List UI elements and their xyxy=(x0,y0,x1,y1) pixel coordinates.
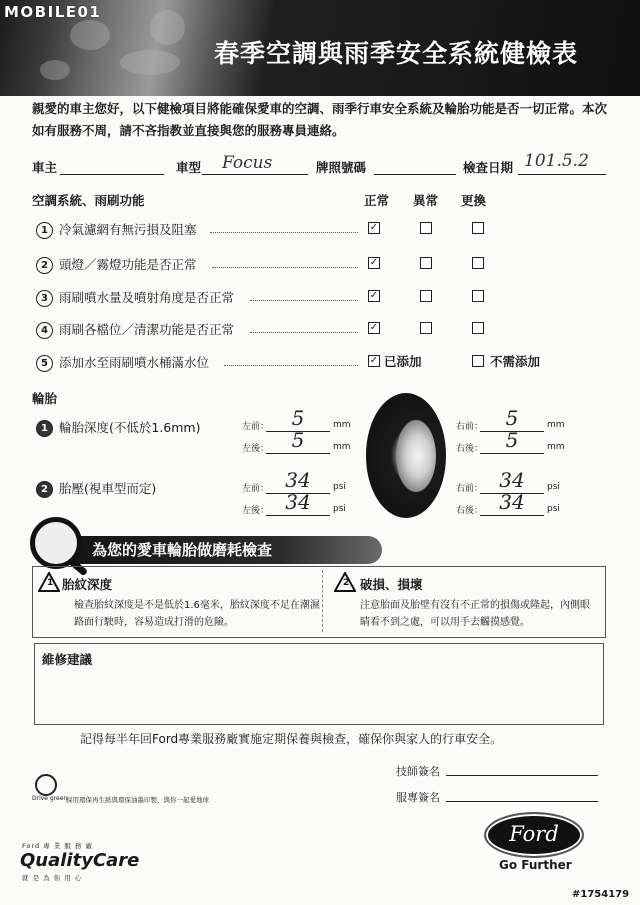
checkbox-added[interactable]: ✓ xyxy=(369,355,379,366)
rear-left-label: 左後： xyxy=(242,506,270,516)
item-text: 雨刷噴水量及噴射角度是否正常 xyxy=(59,290,235,305)
front-right-label: 右前： xyxy=(456,484,484,494)
site-logo: MOBILE01 xyxy=(4,3,102,21)
checkbox-replace[interactable] xyxy=(472,257,484,269)
rear-left-label: 左後： xyxy=(242,444,270,454)
tech-signature-label: 技師簽名 xyxy=(396,765,440,778)
wear-check-banner: 為您的愛車輪胎做磨耗檢查 xyxy=(42,536,382,564)
unit-mm: mm xyxy=(333,420,351,430)
leader-dots xyxy=(250,300,358,301)
tire-pressure-label: 2 胎壓(視車型而定) xyxy=(36,479,156,498)
item-text: 頭燈／霧燈功能是否正常 xyxy=(59,257,197,272)
depth-rl-field[interactable] xyxy=(266,453,330,454)
pressure-rr-value: 34 xyxy=(499,490,525,514)
checkbox-replace[interactable] xyxy=(472,222,484,234)
leader-dots xyxy=(224,365,358,366)
tech-signature-field[interactable] xyxy=(446,775,598,776)
col-normal: 正常 xyxy=(364,193,390,208)
checkbox-replace[interactable] xyxy=(472,290,484,302)
depth-rl-value: 5 xyxy=(291,428,305,452)
checkbox-abnormal[interactable] xyxy=(420,257,432,269)
checkbox-abnormal[interactable] xyxy=(420,290,432,302)
service-signature-field[interactable] xyxy=(446,801,598,802)
unit-psi: psi xyxy=(333,482,346,492)
drive-green-icon xyxy=(35,774,57,796)
ford-slogan: Go Further xyxy=(499,858,572,872)
page-title: 春季空調與雨季安全系統健檢表 xyxy=(214,39,579,68)
depth-fl-value: 5 xyxy=(291,406,305,430)
repair-suggestion-box[interactable] xyxy=(34,643,604,725)
checkbox-not-needed[interactable] xyxy=(472,355,484,367)
unit-psi: psi xyxy=(547,504,560,514)
leader-dots xyxy=(210,232,358,233)
front-left-label: 左前： xyxy=(242,422,270,432)
ac-section-title: 空調系統、雨刷功能 xyxy=(32,193,145,208)
intro-text: 親愛的車主您好，以下健檢項目將能確保愛車的空調、雨季行車安全系統及輪胎功能是否一切正常。本次如有服務不周，請不吝指教並直接與您的服務專員連絡。 xyxy=(32,101,608,138)
magnifier-icon xyxy=(30,517,82,569)
checkbox-abnormal[interactable] xyxy=(420,322,432,334)
model-label: 車型 xyxy=(176,160,202,175)
owner-label: 車主 xyxy=(32,160,58,175)
model-field[interactable] xyxy=(202,174,308,175)
watermark-id: #1754179 xyxy=(572,889,630,900)
warning-number: 1 xyxy=(47,578,54,588)
leader-dots xyxy=(212,267,358,268)
plate-field[interactable] xyxy=(374,174,456,175)
date-label: 檢查日期 xyxy=(463,160,514,175)
damage-text: 注意胎面及胎壁有沒有不正常的損傷或隆起，內側眼睛看不到之處，可以用手去觸摸感覺。 xyxy=(360,600,590,628)
depth-rr-value: 5 xyxy=(505,428,519,452)
checkbox-normal[interactable]: ✓ xyxy=(369,222,379,233)
pressure-rr-field[interactable] xyxy=(480,515,544,516)
added-label: 已添加 xyxy=(384,354,422,369)
item-number: 1 xyxy=(36,420,53,437)
item-text: 冷氣濾網有無污損及阻塞 xyxy=(59,222,197,237)
repair-title: 維修建議 xyxy=(42,652,93,667)
tire-rim xyxy=(396,420,436,492)
warning-number: 2 xyxy=(343,578,350,588)
quality-care-logo: QualityCare xyxy=(20,850,140,871)
tread-depth-text: 檢查胎紋深度是不是低於1.6毫米，胎紋深度不足在潮濕路面行駛時，容易造成打滑的危險。 xyxy=(74,600,320,628)
checkbox-normal[interactable]: ✓ xyxy=(369,257,379,268)
quality-care-top: Ford 專 業 服 務 廠 xyxy=(22,842,93,850)
unit-psi: psi xyxy=(547,482,560,492)
pressure-rl-value: 34 xyxy=(285,490,311,514)
depth-rr-field[interactable] xyxy=(480,453,544,454)
drive-green-text: 採用環保再生紙與環保油墨印製，與你一起愛地球 xyxy=(66,796,209,804)
reminder-text: 記得每半年回Ford專業服務廠實施定期保養與檢查，確保你與家人的行車安全。 xyxy=(80,732,503,746)
checkbox-normal[interactable]: ✓ xyxy=(369,290,379,301)
rear-right-label: 右後： xyxy=(456,444,484,454)
ford-logo: Ford xyxy=(484,812,584,858)
unit-mm: mm xyxy=(333,442,351,452)
model-value: Focus xyxy=(222,153,273,173)
list-item xyxy=(36,288,234,307)
leader-dots xyxy=(250,332,358,333)
wear-divider xyxy=(322,570,323,632)
service-signature-label: 服專簽名 xyxy=(396,791,440,804)
item-text: 添加水至雨刷噴水桶滿水位 xyxy=(59,355,210,370)
plate-label: 牌照號碼 xyxy=(316,160,367,175)
col-abnormal: 異常 xyxy=(413,193,439,208)
col-replace: 更換 xyxy=(461,193,487,208)
owner-field[interactable] xyxy=(60,174,164,175)
tread-depth-title: 胎紋深度 xyxy=(62,577,113,592)
item-number: 2 xyxy=(36,481,53,498)
front-right-label: 右前： xyxy=(456,422,484,432)
list-item xyxy=(36,220,197,239)
date-field[interactable] xyxy=(518,174,606,175)
quality-care-sub: 就 是 為 你 用 心 xyxy=(22,874,83,882)
checkbox-replace[interactable] xyxy=(472,322,484,334)
unit-mm: mm xyxy=(547,442,565,452)
list-item xyxy=(36,255,197,274)
drive-green-label: Drive green. xyxy=(32,795,70,802)
rear-right-label: 右後： xyxy=(456,506,484,516)
not-needed-label: 不需添加 xyxy=(490,354,541,369)
pressure-fr-value: 34 xyxy=(499,468,525,492)
front-left-label: 左前： xyxy=(242,484,270,494)
checkbox-normal[interactable]: ✓ xyxy=(369,322,379,333)
damage-title: 破損、損壞 xyxy=(360,577,423,592)
tire-depth-label: 1 輪胎深度(不低於1.6mm) xyxy=(36,418,201,437)
item-number: 4 xyxy=(36,322,53,339)
pressure-fl-value: 34 xyxy=(285,468,311,492)
item-number: 1 xyxy=(36,222,53,239)
item-number: 3 xyxy=(36,290,53,307)
item-number: 2 xyxy=(36,257,53,274)
date-value: 101.5.2 xyxy=(524,151,589,171)
list-item xyxy=(36,320,234,339)
list-item xyxy=(36,353,209,372)
item-text: 雨刷各檔位／清潔功能是否正常 xyxy=(59,322,235,337)
item-number: 5 xyxy=(36,355,53,372)
checkbox-abnormal[interactable] xyxy=(420,222,432,234)
depth-fr-value: 5 xyxy=(505,406,519,430)
unit-mm: mm xyxy=(547,420,565,430)
tire-section-title: 輪胎 xyxy=(32,391,58,406)
pressure-rl-field[interactable] xyxy=(266,515,330,516)
unit-psi: psi xyxy=(333,504,346,514)
